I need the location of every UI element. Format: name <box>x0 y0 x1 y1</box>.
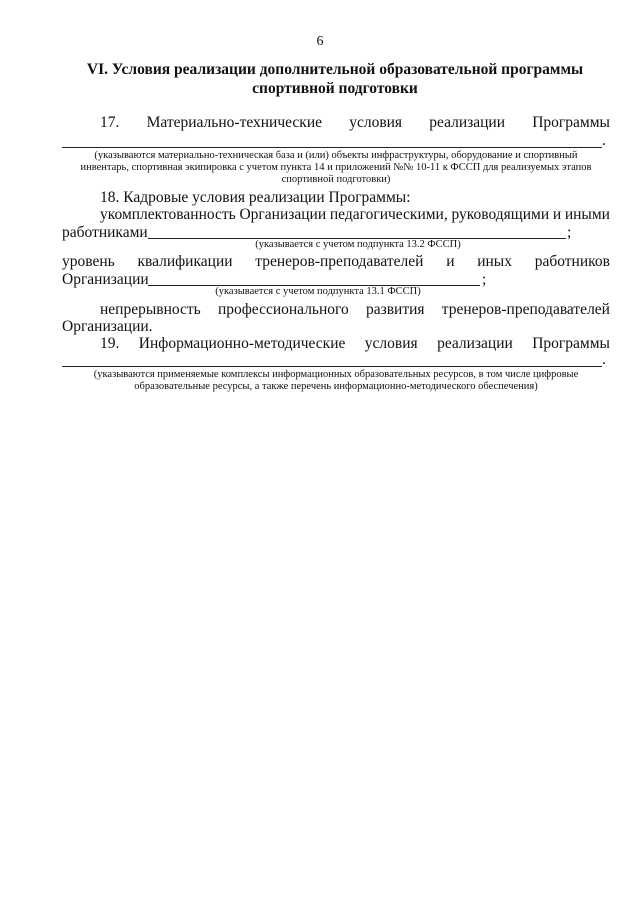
item17-note-line2: инвентарь, спортивная экипировка с учетом пункта 14 и приложений №№ 10-11 к ФССП для реализуемых этапов <box>80 162 592 173</box>
staffing-word: и <box>552 206 562 223</box>
item19-note <box>62 369 610 393</box>
staffing-word: Организации <box>239 206 327 223</box>
qualification-line <box>62 253 610 271</box>
item19-note-line2: образовательные ресурсы, а также перечень информационно-методического обеспечения) <box>134 381 538 392</box>
qualification-word: тренеров-преподавателей <box>255 253 424 270</box>
qualification-word: и <box>446 253 455 270</box>
item17-fill-line[interactable] <box>62 147 602 148</box>
item17-note-line3: спортивной подготовки) <box>281 174 391 185</box>
section-title-line1: VI. Условия реализации дополнительной образовательной программы <box>86 61 584 78</box>
item19-number: 19. <box>100 335 120 352</box>
qualification-word: работников <box>534 253 610 270</box>
qualification-note: (указывается с учетом подпункта 13.1 ФССП) <box>215 286 421 297</box>
staffing-word: руководящими <box>451 206 550 223</box>
qualification-cont: Организации <box>62 271 149 288</box>
staffing-punct: ; <box>567 224 572 241</box>
item17-word: Программы <box>532 114 610 131</box>
staffing-cont: работниками <box>62 224 148 241</box>
section-title-line2: спортивной подготовки <box>252 80 418 97</box>
item18-heading: 18. Кадровые условия реализации Программы: <box>100 189 411 206</box>
item17-word: реализации <box>429 114 506 131</box>
staffing-word: иными <box>564 206 610 223</box>
item19-word: условия <box>364 335 418 352</box>
continuity-line <box>100 301 610 319</box>
item19-note-line1: (указываются применяемые комплексы информационных образовательных ресурсов, в том числе цифровые <box>93 369 579 380</box>
item17-end-punct: . <box>602 132 606 149</box>
staffing-note: (указывается с учетом подпункта 13.2 ФССП) <box>255 239 461 250</box>
item19-word: реализации <box>437 335 513 352</box>
item17-line <box>100 114 610 132</box>
item19-fill-line[interactable] <box>62 366 602 367</box>
item19-end-punct: . <box>602 351 606 368</box>
staffing-word: педагогическими, <box>329 206 448 223</box>
item17-note-line1: (указываются материально-техническая база и (или) объекты инфраструктуры, оборудование и спортивный <box>94 150 578 161</box>
item17-word: условия <box>349 114 403 131</box>
qualification-punct: ; <box>482 271 487 288</box>
qualification-word: иных <box>477 253 512 270</box>
page-number: 6 <box>316 34 324 49</box>
item17-note <box>62 150 610 186</box>
item19-word: Программы <box>532 335 610 352</box>
section-title <box>70 60 600 98</box>
continuity-word: развития <box>365 301 425 318</box>
continuity-cont: Организации. <box>62 318 153 335</box>
item17-word: Материально-технические <box>146 114 322 131</box>
item19-word: Информационно-методические <box>138 335 346 352</box>
item19-line <box>100 335 610 353</box>
staffing-line <box>100 206 610 224</box>
item17-number: 17. <box>100 114 120 131</box>
staffing-word: укомплектованность <box>100 206 236 223</box>
qualification-word: квалификации <box>137 253 233 270</box>
continuity-word: тренеров-преподавателей <box>441 301 610 318</box>
continuity-word: профессионального <box>217 301 349 318</box>
qualification-word: уровень <box>62 253 115 270</box>
continuity-word: непрерывность <box>100 301 201 318</box>
